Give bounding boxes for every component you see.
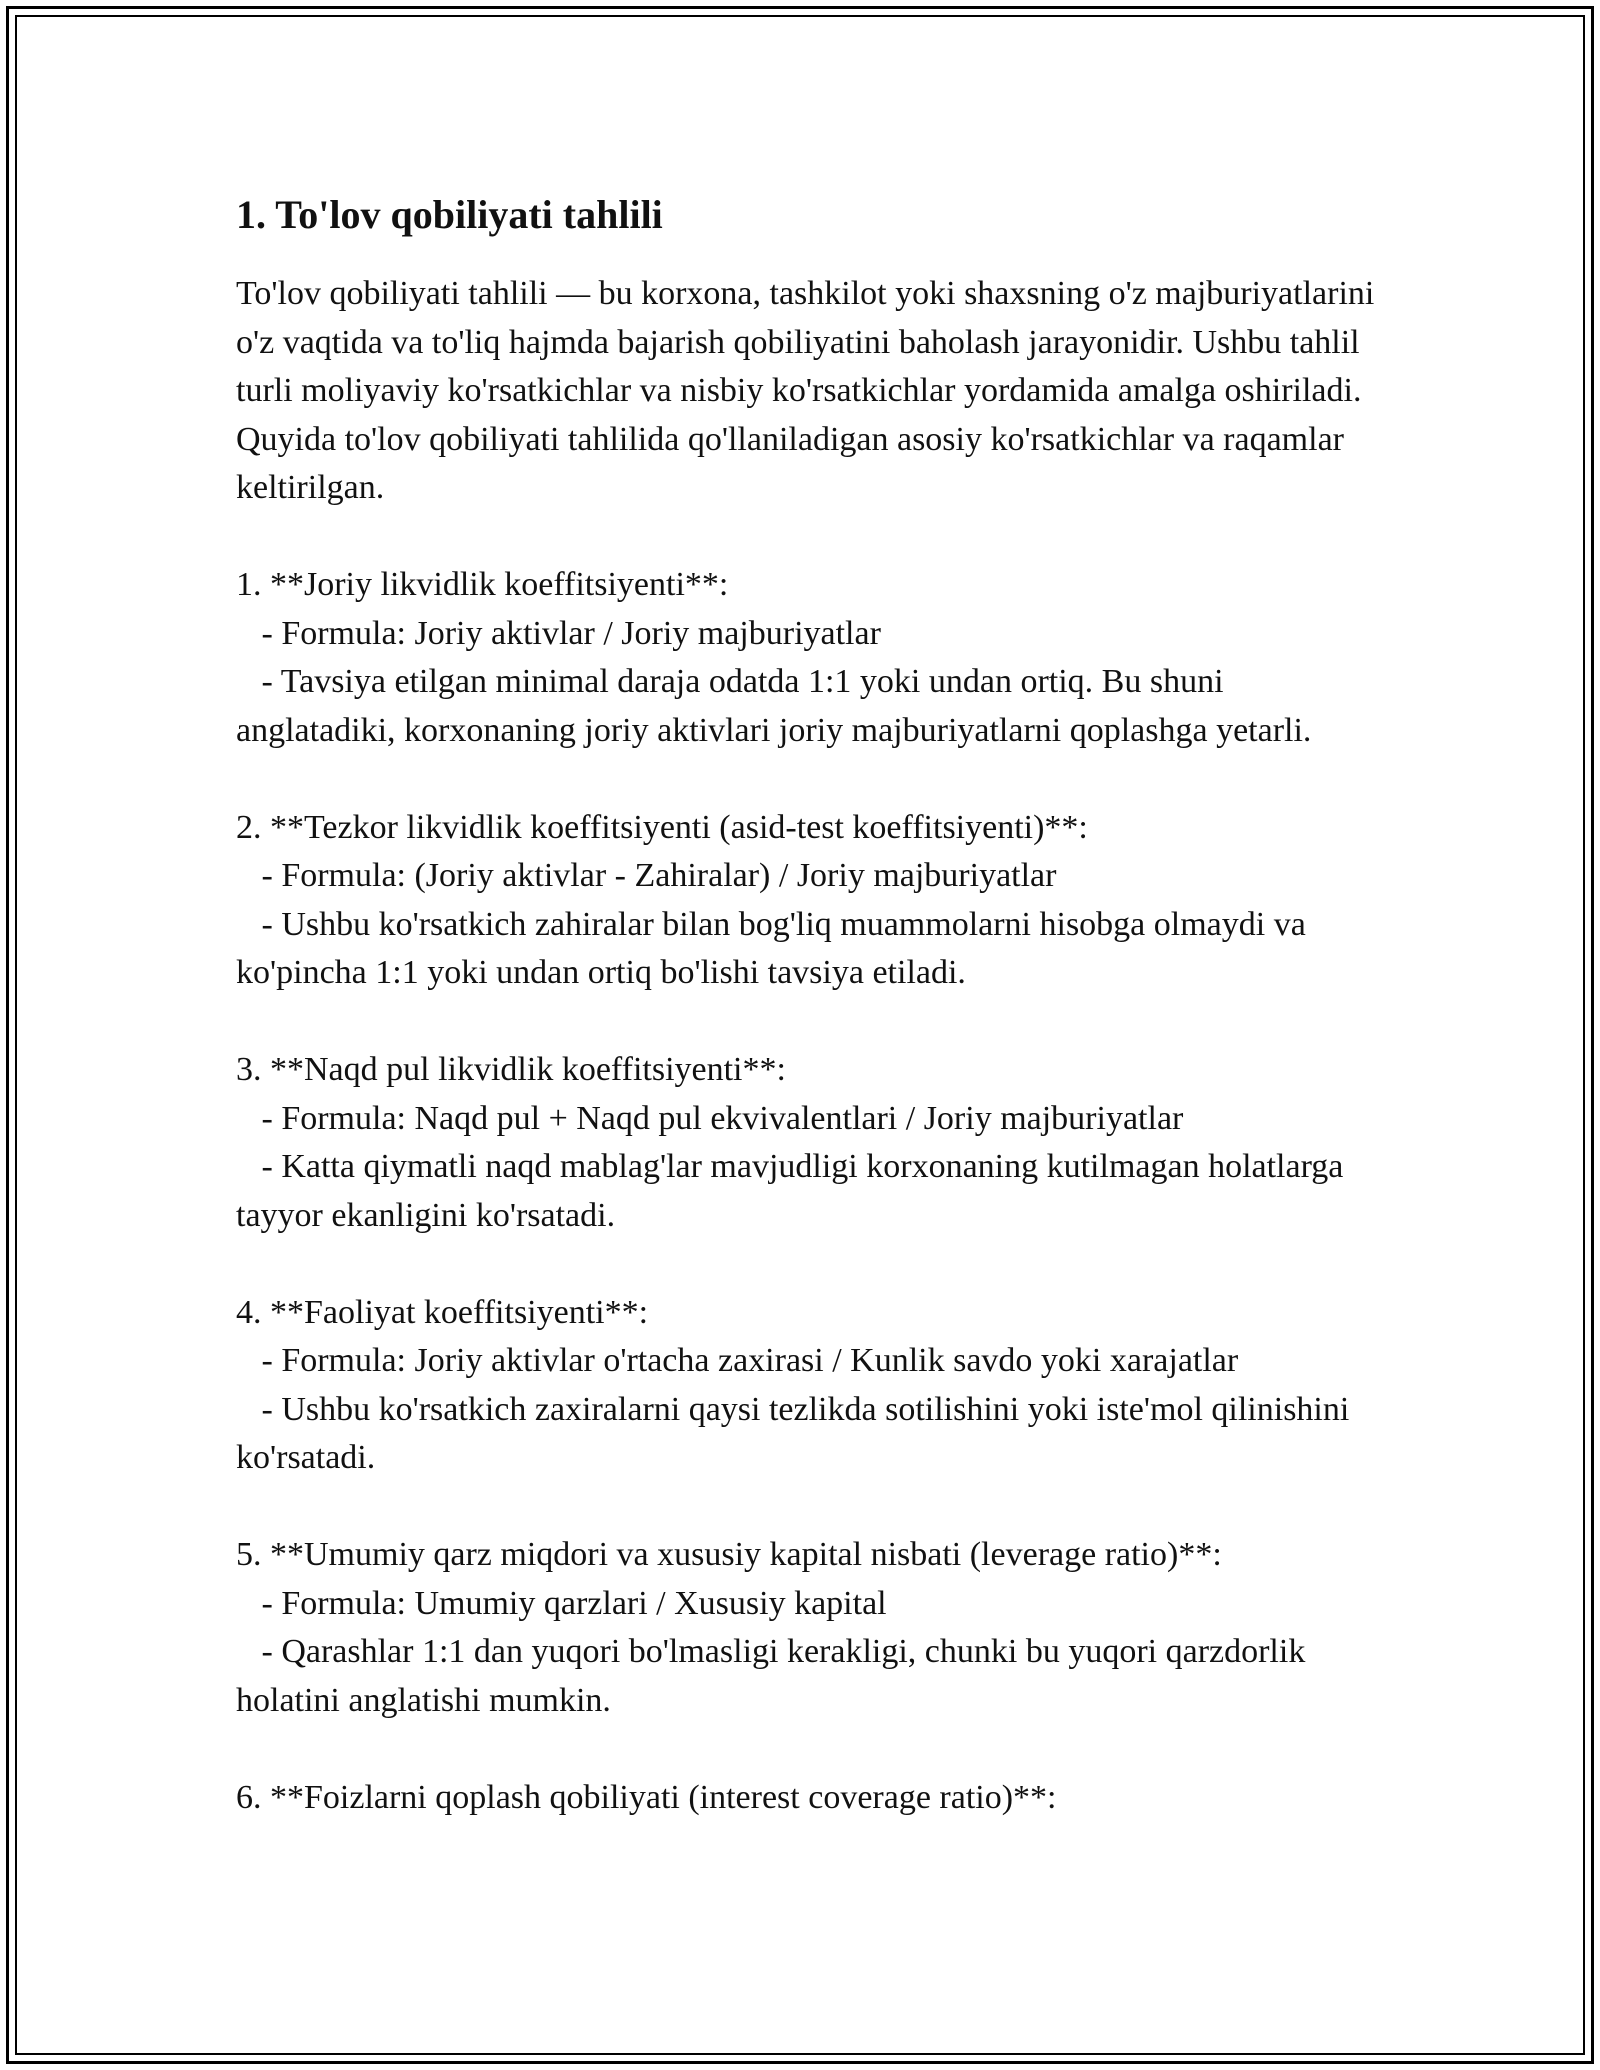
item-title: 4. **Faoliyat koeffitsiyenti**: bbox=[236, 1293, 649, 1331]
item-title: 2. **Tezkor likvidlik koeffitsiyenti (asid-test koeffitsiyenti)**: bbox=[236, 808, 1088, 846]
section-heading: 1. To'lov qobiliyati tahlili bbox=[236, 192, 663, 237]
list-item-3 bbox=[236, 1046, 1376, 1240]
item-title: 1. **Joriy likvidlik koeffitsiyenti**: bbox=[236, 566, 729, 603]
item-formula: - Formula: (Joriy aktivlar - Zahiralar) / Joriy majburiyatlar bbox=[236, 857, 1057, 894]
list-item-6 bbox=[236, 1774, 1376, 1823]
item-formula: - Formula: Naqd pul + Naqd pul ekvivalentlari / Joriy majburiyatlar bbox=[236, 1099, 1184, 1137]
intro-paragraph: To'lov qobiliyati tahlili — bu korxona, tashkilot yoki shaxsning o'z majburiyatlarini o'z vaqtida va to'liq hajmda bajarish qobiliyatini baholash jarayonidir. Ushbu tahlil turli moliyaviy ko'rsatkichlar va nisbiy ko'rsatkichlar yordamida amalga oshiriladi. Quyida to'lov qobiliyati tahlilida qo'llaniladigan asosiy ko'rsatkichlar va raqamlar keltirilgan. bbox=[236, 275, 1383, 506]
document-body bbox=[236, 186, 1383, 1871]
item-note: - Katta qiymatli naqd mablag'lar mavjudligi korxonaning kutilmagan holatlarga tayyor ekanligini ko'rsatadi. bbox=[236, 1148, 1352, 1234]
list-item-4 bbox=[236, 1289, 1376, 1483]
item-title: 5. **Umumiy qarz miqdori va xususiy kapital nisbati (leverage ratio)**: bbox=[236, 1536, 1222, 1573]
item-title: 6. **Foizlarni qoplash qobiliyati (interest coverage ratio)**: bbox=[236, 1778, 1057, 1816]
item-note: - Ushbu ko'rsatkich zaxiralarni qaysi tezlikda sotilishini yoki iste'mol qilinishini ko'rsatadi. bbox=[236, 1390, 1358, 1476]
item-note: - Tavsiya etilgan minimal daraja odatda 1:1 yoki undan ortiq. Bu shuni anglatadiki, korxonaning joriy aktivlari joriy majburiyatlarni qoplashga yetarli. bbox=[236, 663, 1312, 749]
item-note: - Qarashlar 1:1 dan yuqori bo'lmasligi kerakligi, chunki bu yuqori qarzdorlik holatini anglatishi mumkin. bbox=[236, 1633, 1314, 1719]
list-item-5 bbox=[236, 1531, 1376, 1725]
item-note: - Ushbu ko'rsatkich zahiralar bilan bog'liq muammolarni hisobga olmaydi va ko'pincha 1:1 yoki undan ortiq bo'lishi tavsiya etiladi. bbox=[236, 905, 1315, 991]
item-formula: - Formula: Joriy aktivlar / Joriy majburiyatlar bbox=[236, 614, 881, 652]
list-item-1 bbox=[236, 561, 1376, 755]
item-formula: - Formula: Umumiy qarzlari / Xususiy kapital bbox=[236, 1584, 887, 1622]
item-formula: - Formula: Joriy aktivlar o'rtacha zaxirasi / Kunlik savdo yoki xarajatlar bbox=[236, 1342, 1239, 1379]
list-item-2 bbox=[236, 804, 1376, 998]
item-title: 3. **Naqd pul likvidlik koeffitsiyenti**: bbox=[236, 1051, 786, 1088]
